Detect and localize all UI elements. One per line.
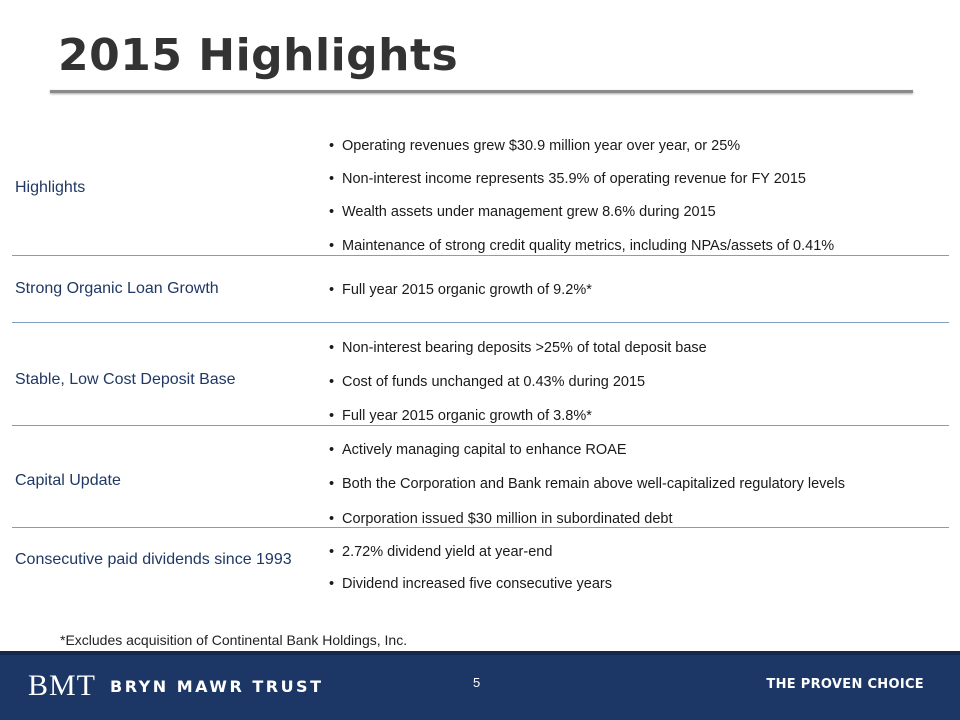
bullet-item: • Maintenance of strong credit quality metrics, including NPAs/assets of 0.41% xyxy=(329,238,834,254)
section-label: Strong Organic Loan Growth xyxy=(15,280,219,297)
section-capital-update xyxy=(12,426,949,528)
bullet-item: • 2.72% dividend yield at year-end xyxy=(329,544,552,560)
bullet-item: • Full year 2015 organic growth of 9.2%* xyxy=(329,282,592,298)
bullet-item: • Full year 2015 organic growth of 3.8%* xyxy=(329,408,592,424)
title-divider xyxy=(50,90,913,93)
section-label: Consecutive paid dividends since 1993 xyxy=(15,551,292,568)
bullet-item: • Non-interest bearing deposits >25% of total deposit base xyxy=(329,340,707,356)
bullet-item: • Corporation issued $30 million in subordinated debt xyxy=(329,511,672,527)
page-title: 2015 Highlights xyxy=(58,30,459,81)
section-highlights xyxy=(12,128,949,256)
bullet-item: • Dividend increased five consecutive years xyxy=(329,576,612,592)
footnote: *Excludes acquisition of Continental Bank Holdings, Inc. xyxy=(60,632,408,648)
tagline: THE PROVEN CHOICE xyxy=(766,677,924,692)
section-label: Stable, Low Cost Deposit Base xyxy=(15,371,236,388)
section-loan-growth xyxy=(12,256,949,323)
section-dividends xyxy=(12,528,949,608)
bullet-item: • Cost of funds unchanged at 0.43% during 2015 xyxy=(329,374,645,390)
footer-bar xyxy=(0,651,960,720)
section-deposit-base xyxy=(12,323,949,426)
company-logo xyxy=(28,669,324,703)
footer-top-edge xyxy=(0,651,960,655)
bullet-item: • Non-interest income represents 35.9% of operating revenue for FY 2015 xyxy=(329,171,806,187)
page-number: 5 xyxy=(473,675,481,690)
bullet-item: • Both the Corporation and Bank remain above well-capitalized regulatory levels xyxy=(329,476,845,492)
bullet-item: • Actively managing capital to enhance ROAE xyxy=(329,442,627,458)
logo-mark: BMT xyxy=(28,669,97,702)
logo-name: BRYN MAWR TRUST xyxy=(110,676,324,696)
section-label: Capital Update xyxy=(15,472,121,489)
bullet-item: • Operating revenues grew $30.9 million year over year, or 25% xyxy=(329,138,740,154)
bullet-item: • Wealth assets under management grew 8.6% during 2015 xyxy=(329,204,716,220)
section-label: Highlights xyxy=(15,179,86,196)
